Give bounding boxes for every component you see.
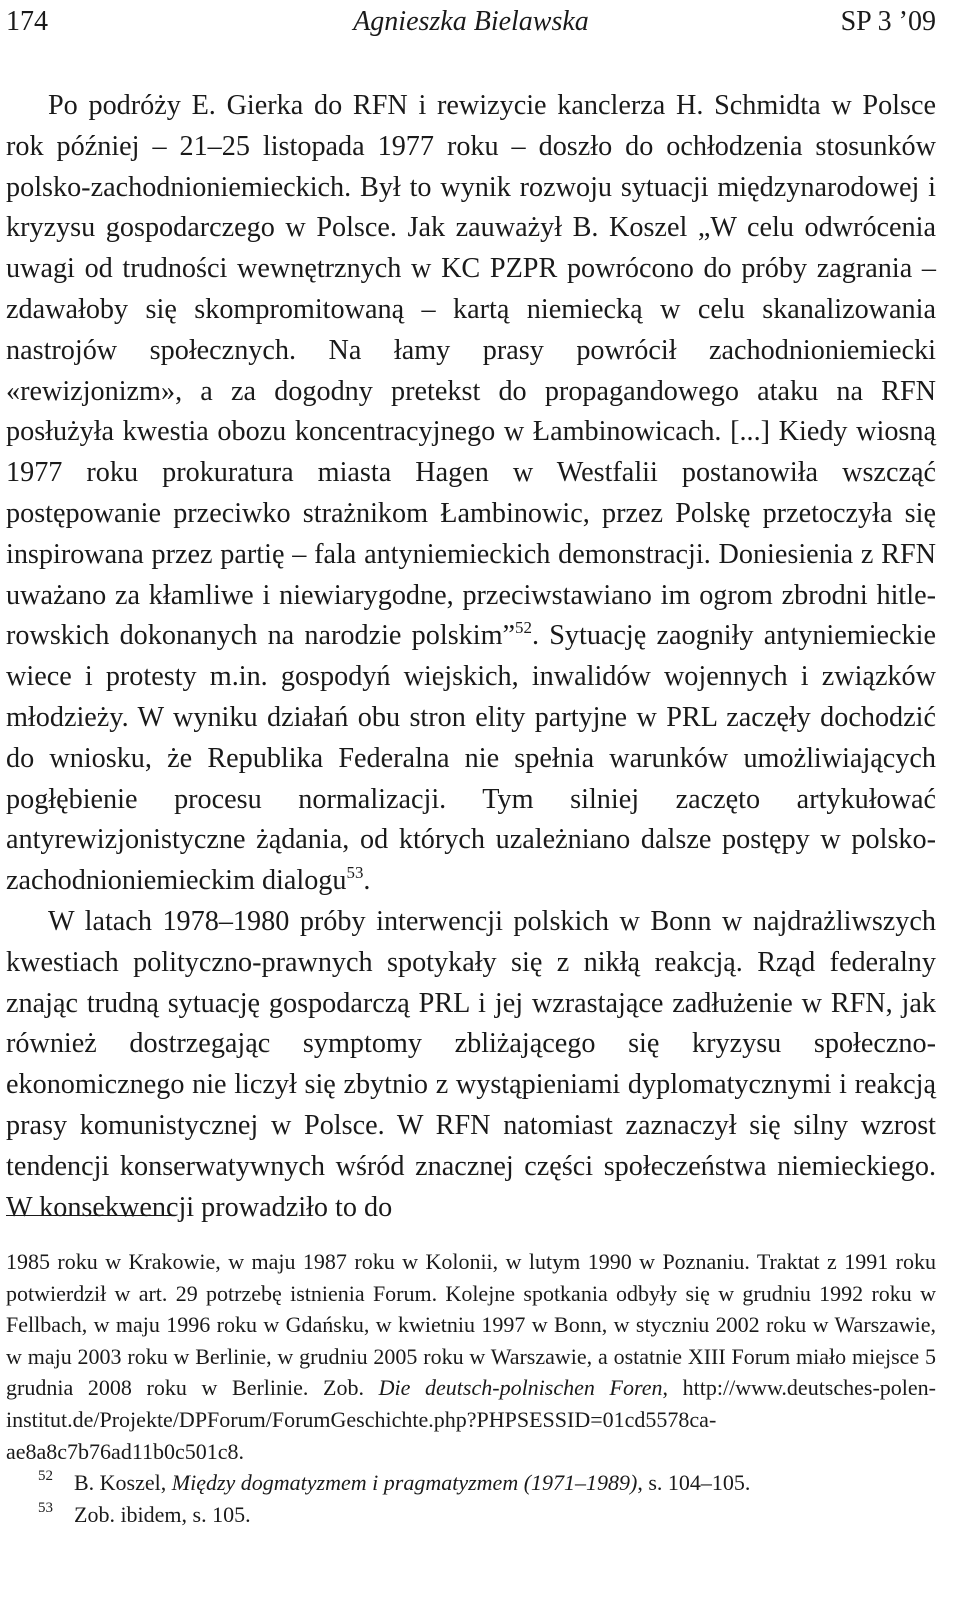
footnote-52	[6, 1467, 936, 1499]
footnote-author: B. Koszel,	[74, 1470, 172, 1496]
footnote-separator	[6, 1215, 176, 1216]
page-number: 174	[6, 6, 48, 37]
paragraph-2: W latach 1978–1980 próby interwencji polskich w Bonn w najdrażliwszych kwestiach polityczno-prawnych spotykały się z nikłą reakcją. Rząd federalny znając trudną sytuację gospodarczą PRL i jej wzrastające zadłużenie w RFN, jak również dostrzegając symptomy zbliżającego się kryzysu społeczno-ekonomicznego nie liczył się zbytnio z wystąpieniami dyplomatycznymi i reakcją prasy komunistycznej w Polsce. W RFN natomiast zaznaczył się silny wzrost tendencji konserwatywnych wśród znacznej części społeczeństwa niemieckiego. W konsekwencji prowadziło to do	[6, 905, 936, 1223]
footnote-ref-52[interactable]: 52	[515, 618, 532, 638]
paragraph-1	[6, 86, 936, 902]
footnote-number: 52	[38, 1468, 53, 1485]
footnote-ref-53[interactable]: 53	[346, 863, 364, 883]
paragraph-1-part-b: . Sytuację zaogniły antyniemieckie wiece i protesty m.in. gospodyń wiejskich, inwalidów wojennych i związków młodzieży. W wyniku działań obu stron elity partyjne w PRL zaczęły dochodzić do wniosku, że Republika Federalna nie spełnia warunków umożliwiających pogłębienie procesu normalizacji. Tym silniej zaczęto artykułować antyrewizjonistyczne żądania, od których uzależniano dalsze postępy w polsko-zachodnioniemieckim dialogu	[6, 620, 936, 897]
footnote-continuation	[6, 1246, 936, 1467]
footnotes	[6, 1246, 936, 1530]
footnote-cited-title: Die deutsch-polnischen Foren	[378, 1375, 663, 1401]
footnote-book-title: Między dogmatyzmem i pragmatyzmem (1971–1989)	[171, 1470, 638, 1496]
footnote-url-text: , http://www.deutsches-polen-institut.de/Projekte/DPForum/ForumGeschichte.php?PHPSESSID=01cd5578caae8a8c7b76ad11b0c501c8.	[6, 1375, 936, 1464]
journal-issue: SP 3 ’09	[840, 6, 936, 37]
running-author: Agnieszka Bielawska	[353, 6, 589, 37]
footnote-pages: , s. 104–105.	[637, 1470, 751, 1496]
footnote-continuation-text: 1985 roku w Krakowie, w maju 1987 roku w Kolonii, w lutym 1990 w Poznaniu. Traktat z 1991 roku potwierdził w art. 29 potrzebę istnienia Forum. Kolejne spotkania odbyły się w grudniu 1992 roku w Fellbach, w maju 1996 roku w Gdańsku, w kwietniu 1997 w Bonn, w styczniu 2002 roku w Warszawie, w maju 2003 roku w Berlinie, w grudniu 2005 roku w Warszawie, a ostatnie XIII Forum miało miejsce 5 grudnia 2008 roku w Berlinie. Zob.	[6, 1249, 936, 1401]
paragraph-1-part-c: .	[363, 865, 371, 897]
footnote-53	[6, 1499, 936, 1531]
footnote-number: 53	[38, 1499, 53, 1516]
main-text	[6, 86, 936, 1228]
footnote-text: Zob. ibidem, s. 105.	[74, 1501, 251, 1527]
running-header	[6, 2, 936, 42]
paragraph-1-part-a: Po podróży E. Gierka do RFN i rewizycie kanclerza H. Schmidta w Polsce rok później – 21–25 listopada 1977 roku – doszło do ochłodzenia stosunków polsko-zachodnioniemieckich. Był to wynik rozwoju sytuacji międzynarodowej i kryzysu gospodarczego w Polsce. Jak zauważył B. Koszel „W celu odwrócenia uwagi od trudności wewnętrznych w KC PZPR powrócono do próby zagrania – zdawałoby się skompromitowaną – kartą niemiecką w celu skanalizowania nastrojów społecznych. Na łamy prasy powrócił zachodnioniemiecki «rewizjonizm», a za dogodny pretekst do propagandowego ataku na RFN posłużyła kwestia obozu koncentracyjnego w Łambinowicach. [...] Kiedy wiosną 1977 roku prokuratura miasta Hagen w Westfalii postanowiła wszcząć postępowanie przeciwko strażnikom Łambinowic, przez Polskę przetoczyła się inspirowana przez partię – fala antyniemieckich demonstracji. Doniesienia z RFN uważano za kłamliwe i niewiarygodne, przeciwstawiano im ogrom zbrodni hitlerowskich dokonanych na narodzie polskim”	[6, 90, 936, 652]
